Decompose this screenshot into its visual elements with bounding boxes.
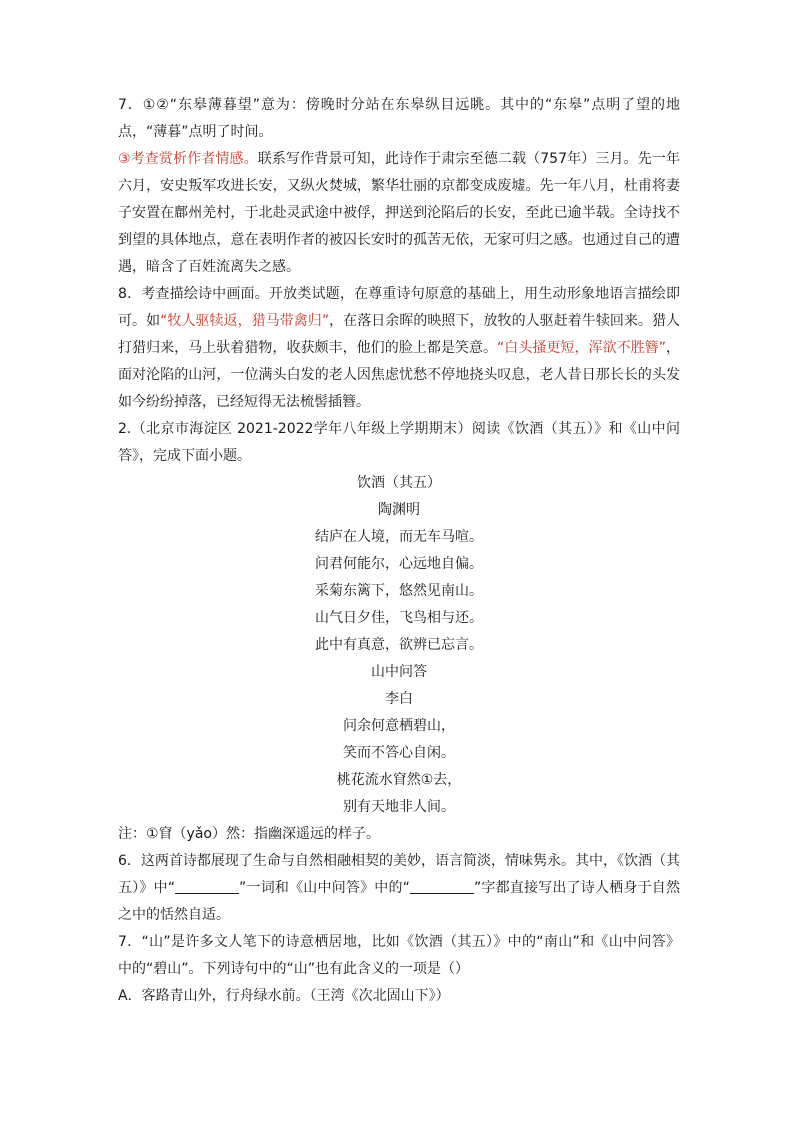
answer-blank-2[interactable] [410,877,474,894]
poem-shanzhongwenda [118,659,680,821]
question-2-intro: 2.（北京市海淀区 2021-2022学年八年级上学期期末）阅读《饮酒（其五）》和《山中问答》，完成下面小题。 [118,421,680,464]
poem-author: 李白 [385,691,413,707]
question-6 [118,848,680,929]
answer-7-lead: ③考查赏析作者情感。 [118,151,258,167]
answer-7-part-3 [118,146,680,281]
question-7-option-a: A．客路青山外，行舟绿水前。（王湾《次北固山下》） [118,988,450,1004]
poem-yinjiu [118,470,680,659]
question-7: 7．“山”是许多文人笔下的诗意栖居地，比如《饮酒（其五）》中的“南山”和《山中问答》中的“碧山”。下列诗句中的“山”也有此含义的一项是（） [118,934,680,977]
answer-8-quote-2: “白头搔更短，浑欲不胜簪” [497,340,666,356]
answer-8-text-1: 开放类试题，在尊重诗句原意的基础上，用生动形象地语言描绘即可。如 [118,286,680,329]
answer-8-lead: 8．考查描绘诗中画面。 [118,286,269,302]
poem-line: 采菊东篱下，悠然见南山。 [315,583,483,599]
poem-line: 别有天地非人间。 [343,799,455,815]
poem-line: 问余何意栖碧山， [343,718,455,734]
answer-8 [118,281,680,416]
poem-line: 结庐在人境，而无车马喧。 [315,529,483,545]
poem-line: 桃花流水窅然①去， [336,772,462,788]
answer-blank-1[interactable] [175,877,239,894]
answer-8-text-2: ，在落日余晖的映照下，放牧的人驱赶着牛犊回来。猎人打猎归来，马上驮着猎物，收获颇丰，他们的脸上都是笑意。 [118,313,681,356]
question-6-text-3: ”字都直接写出了诗人栖身于自然之中的恬然自适。 [118,880,680,923]
poem-title: 山中问答 [371,664,427,680]
answer-7-body: 联系写作背景可知，此诗作于肃宗至德二载（757年）三月。先一年六月，安史叛军攻进长安，又纵火焚城，繁华壮丽的京都变成废墟。先一年八月，杜甫将妻子安置在鄜州羌村，于北赴灵武途中被俘，押送到沦陷后的长安，至此已逾半载。全诗找不到望的具体地点，意在表明作者的被囚长安时的孤苦无依，无家可归之感。也通过自己的遭遇，暗含了百姓流离失之感。 [118,151,680,275]
poem-line: 此中有真意，欲辨已忘言。 [315,637,483,653]
poem-line: 笑而不答心自闲。 [343,745,455,761]
poem-line: 山气日夕佳，飞鸟相与还。 [315,610,483,626]
question-6-text-1: 6．这两首诗都展现了生命与自然相融相契的美妙，语言简淡，情味隽永。其中，《饮酒（其五）》中“ [118,853,680,896]
annotation-note: 注：①窅（yǎo）然：指幽深遥远的样子。 [118,826,380,842]
poem-author: 陶渊明 [378,502,420,518]
poem-line: 问君何能尔，心远地自偏。 [315,556,483,572]
document-body [118,92,680,1010]
question-6-text-2: ”一词和《山中问答》中的“ [239,880,410,896]
answer-8-quote-1: “牧人驱犊返，猎马带禽归” [160,313,330,329]
poem-title: 饮酒（其五） [357,475,441,491]
answer-8-text-3: ，面对沦陷的山河，一位满头白发的老人因焦虑忧愁不停地挠头叹息，老人昔日那长长的头发如今纷纷掉落，已经短得无法梳髻插簪。 [118,340,681,410]
answer-7-part-1: 7．①②“东皋薄暮望”意为：傍晚时分站在东皋纵目远眺。其中的“东皋”点明了望的地点，“薄暮”点明了时间。 [118,97,680,140]
